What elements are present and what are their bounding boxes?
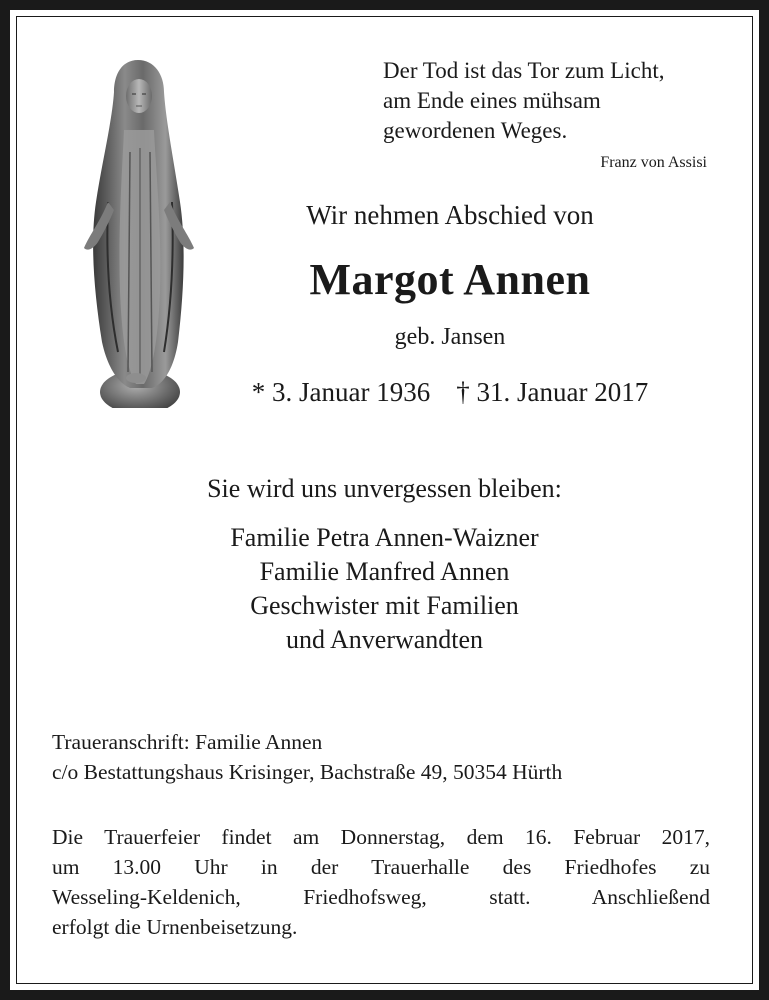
quote-author: Franz von Assisi [600,154,707,171]
address-line-2: c/o Bestattungshaus Krisinger, Bachstraße 49, 50354 Hürth [52,760,563,784]
ceremony-line-2: um 13.00 Uhr in der Trauerhalle des Friedhofes zu [52,855,710,879]
mourner-2: Familie Manfred Annen [259,557,510,586]
ceremony-info [52,822,710,942]
quote-line-2: am Ende eines mühsam [383,88,601,113]
quote-line-3: gewordenen Weges. [383,118,568,143]
death-date: † 31. Januar 2017 [456,377,649,407]
farewell-intro: Wir nehmen Abschied von [306,200,594,230]
mourner-1: Familie Petra Annen-Waizner [230,523,539,552]
birth-date: * 3. Januar 1936 [251,377,431,407]
maiden-name: geb. Jansen [394,324,506,350]
ceremony-line-3: Wesseling-Keldenich, Friedhofsweg, statt. Anschließend [52,885,710,909]
mourner-3: Geschwister mit Familien [250,591,519,620]
life-dates [180,377,720,408]
ceremony-line-1: Die Trauerfeier findet am Donnerstag, dem 16. Februar 2017, [52,825,710,849]
mourner-4: und Anverwandten [285,625,484,654]
deceased-name: Margot Annen [309,255,591,304]
ceremony-line-4: erfolgt die Urnenbeisetzung. [52,915,298,939]
mourners-heading: Sie wird uns unvergessen bleiben: [207,474,562,503]
quote-line-1: Der Tod ist das Tor zum Licht, [383,58,665,83]
address-line-1: Traueranschrift: Familie Annen [52,730,323,754]
